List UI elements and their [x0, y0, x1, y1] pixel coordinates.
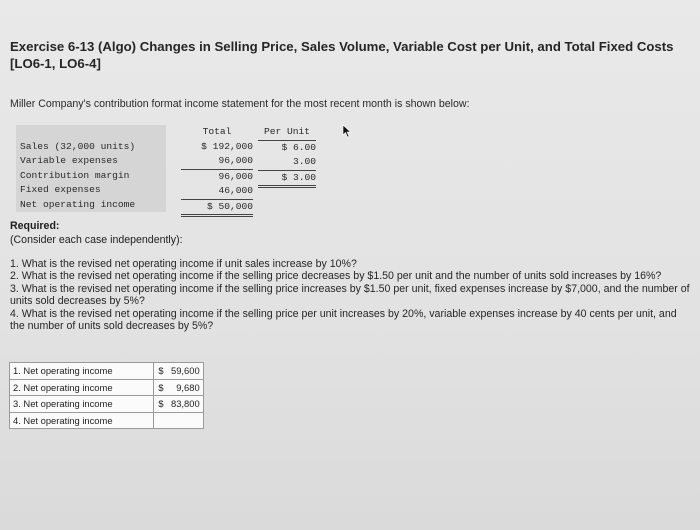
answer-input-1[interactable]: 59,600 — [168, 363, 203, 380]
question-2: 2. What is the revised net operating income if the selling price decreases by $1.50 per unit and the number of units sold increases by 16%? — [10, 270, 662, 283]
answer-label-3: 3. Net operating income — [10, 396, 154, 413]
row-label-net-operating-income: Net operating income — [20, 198, 136, 210]
total-contribution-margin: 96,000 — [218, 170, 253, 182]
total-column — [181, 125, 253, 217]
answer-row-4 — [10, 412, 204, 429]
unit-variable-expenses: 3.00 — [258, 155, 316, 171]
row-label-variable-expenses: Variable expenses — [20, 155, 118, 166]
answer-label-1: 1. Net operating income — [10, 363, 154, 380]
unit-contribution-margin: $ 3.00 — [258, 171, 316, 189]
answer-input-3[interactable]: 83,800 — [168, 396, 203, 413]
total-net-operating-income: $ 50,000 — [181, 200, 253, 218]
unit-sales: $ 6.00 — [281, 141, 316, 153]
questions-list — [10, 258, 690, 332]
question-4: 4. What is the revised net operating income if the selling price per unit increases by 20%, variable expenses increase by 40 cents per unit, and the number of units sold decreases by 5%? — [10, 307, 677, 333]
required-heading: Required: — [10, 220, 60, 232]
row-label-contribution-margin: Contribution margin — [20, 169, 130, 181]
total-sales: $ 192,000 — [201, 140, 253, 152]
answer-currency-4 — [154, 412, 169, 429]
question-1: 1. What is the revised net operating income if unit sales increase by 10%? — [10, 258, 357, 270]
income-statement-label-column — [16, 140, 166, 213]
row-label-sales: Sales (32,000 units) — [20, 140, 136, 152]
exercise-title: Exercise 6-13 (Algo) Changes in Selling Price, Sales Volume, Variable Cost per Unit, and Total Fixed Costs [LO6-1, LO6-4] — [10, 39, 674, 71]
answer-row-1 — [10, 363, 204, 380]
question-3: 3. What is the revised net operating income if the selling price increases by $1.50 per unit, fixed expenses increase by $7,000, and the number of units sold decreases by 5%? — [10, 282, 690, 308]
header-total: Total — [202, 126, 232, 137]
consider-note: (Consider each case independently): — [10, 234, 183, 246]
answer-currency-2: $ — [154, 379, 169, 396]
answer-row-2 — [10, 379, 204, 396]
answer-label-4: 4. Net operating income — [10, 412, 154, 429]
answer-currency-1: $ — [154, 363, 169, 380]
income-statement-labels — [16, 125, 166, 140]
intro-text: Miller Company's contribution format income statement for the most recent month is shown below: — [10, 98, 470, 110]
answers-table — [9, 362, 204, 429]
header-per-unit: Per Unit — [258, 125, 316, 141]
answer-label-2: 2. Net operating income — [10, 379, 154, 396]
mouse-cursor-icon — [342, 124, 352, 141]
per-unit-column — [258, 125, 316, 188]
answer-currency-3: $ — [154, 396, 169, 413]
answer-input-4[interactable] — [168, 412, 203, 429]
answer-input-2[interactable]: 9,680 — [168, 379, 203, 396]
row-label-fixed-expenses: Fixed expenses — [20, 184, 101, 195]
answer-row-3 — [10, 396, 204, 413]
total-variable-expenses: 96,000 — [181, 154, 253, 170]
total-fixed-expenses: 46,000 — [181, 184, 253, 200]
